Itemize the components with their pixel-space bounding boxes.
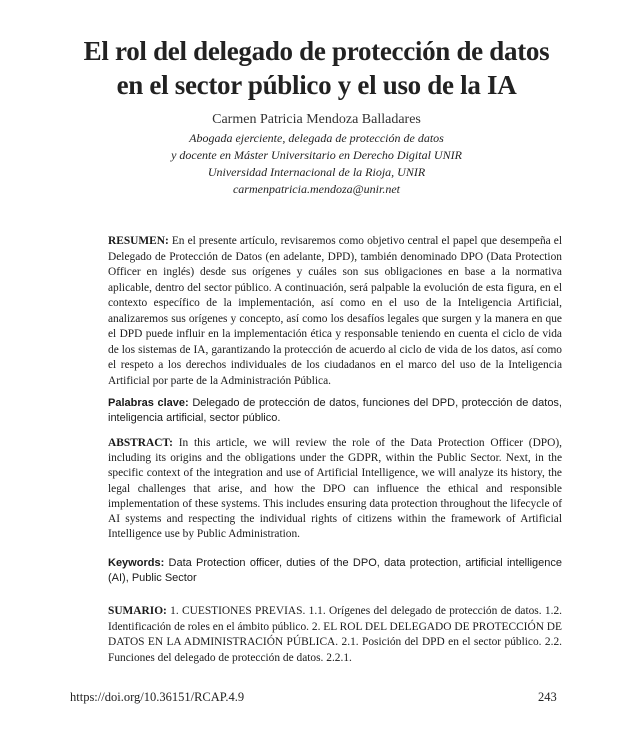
resumen-section [108,234,562,389]
resumen-label: RESUMEN: [108,235,169,247]
palabras-clave-label: Palabras clave: [108,397,189,409]
keywords-text: Data Protection officer, duties of the DPO, data protection, artificial intelligence (AI), Public Sector [108,557,562,584]
article-title [40,34,593,102]
palabras-clave-section [108,396,562,426]
palabras-clave-text: Delegado de protección de datos, funciones del DPD, protección de datos, inteligencia artificial, sector público. [108,397,562,424]
abstract-label: ABSTRACT: [108,437,173,449]
author-affiliation [60,130,573,198]
sumario-label: SUMARIO: [108,605,167,617]
keywords-label: Keywords: [108,557,165,569]
affiliation-line-1: Abogada ejerciente, delegada de protección de datos [189,131,444,145]
author-email: carmenpatricia.mendoza@unir.net [232,182,401,196]
title-line-2: en el sector público y el uso de la IA [116,70,517,100]
page-number: 243 [538,690,557,704]
abstract-text: In this article, we will review the role of the Data Protection Officer (DPO), including its origins and the obligations under the GDPR, within the Public Sector. Next, in the specific context of the integration and use of Artificial Intelligence, we will analyze its history, the legal challenges that arise, and how the DPO can influence the ethical and responsible implementation of these systems. This includes ensuring data protection throughout the lifecycle of AI systems and respecting the individual rights of citizens within the framework of Artificial Intelligence use by Public Administration. [108,437,562,541]
author-name: Carmen Patricia Mendoza Balladares [212,112,421,127]
affiliation-line-2: y docente en Máster Universitario en Derecho Digital UNIR [171,148,462,162]
doi-link[interactable]: https://doi.org/10.36151/RCAP.4.9 [70,690,245,704]
sumario-text: 1. CUESTIONES PREVIAS. 1.1. Orígenes del delegado de protección de datos. 1.2. Identificación de roles en el ámbito público. 2. EL ROL DEL DELEGADO DE PROTECCIÓN DE DATOS EN LA ADMINISTRACIÓN PÚBLICA. 2.1. Posición del DPD en el sector público. 2.2. Funciones del delegado de protección de datos. 2.2.1. [108,605,562,664]
sumario-section [108,604,562,666]
affiliation-line-3: Universidad Internacional de la Rioja, UNIR [207,165,426,179]
title-line-1: El rol del delegado de protección de datos [83,36,550,66]
abstract-section [108,436,562,542]
resumen-text: En el presente artículo, revisaremos como objetivo central el papel que desempeña el Delegado de Protección de Datos (en adelante, DPD), también denominado DPO (Data Protection Officer en inglés) desde sus orígenes y cuáles son sus obligaciones en base a la normativa aplicable, dentro del sector público. A continuación, será palpable la evolución de esta figura, en el contexto específico de la implementación, así como en el uso de la Inteligencia Artificial, analizaremos sus orígenes y concepto, así como los desafíos legales que surgen y la manera en que el DPD puede influir en la implementación ética y responsable teniendo en cuenta el ciclo de vida de los sistemas de IA, garantizando la protección de acuerdo al ciclo de vida de los datos, así como el respeto a los derechos individuales de los ciudadanos en el marco del uso de la Inteligencia Artificial por parte de la Administración Pública. [108,235,562,387]
keywords-section [108,556,562,586]
